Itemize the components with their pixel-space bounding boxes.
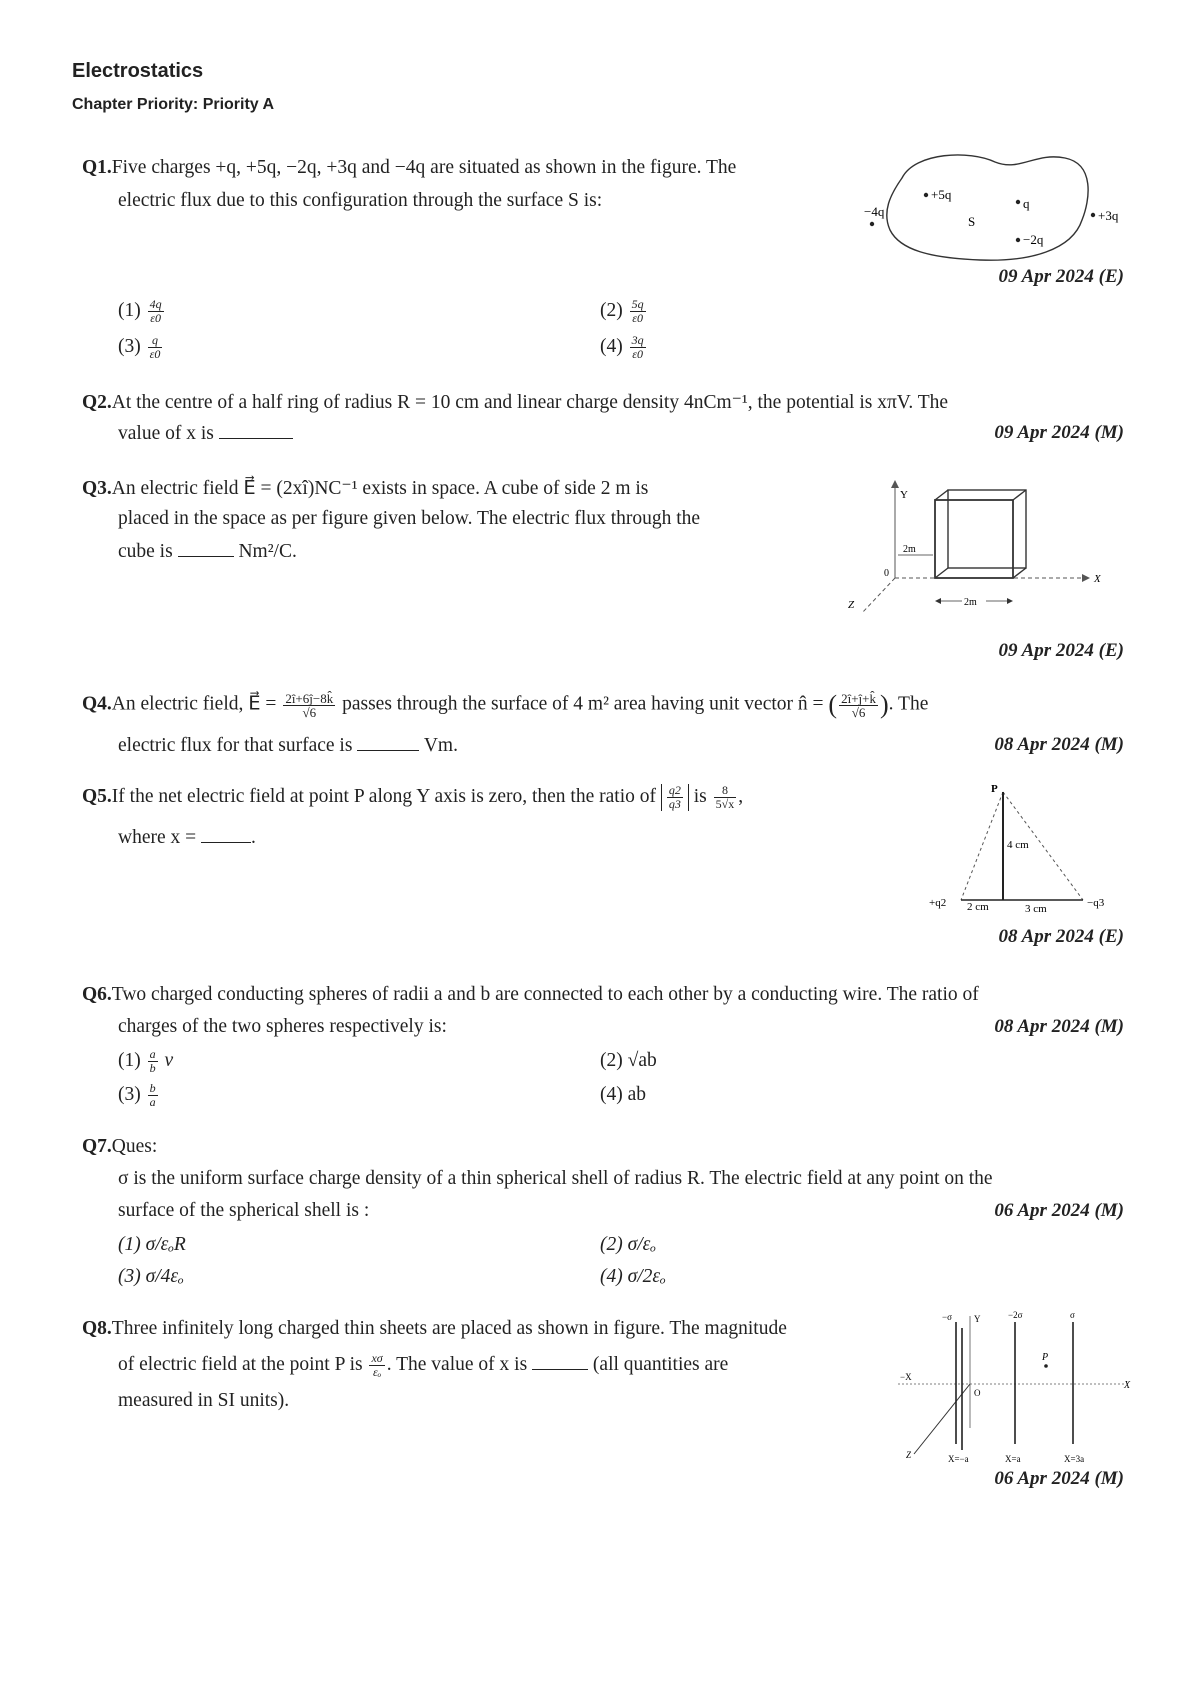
q8-fig-sheet-2-charge: −2σ <box>1008 1310 1023 1320</box>
q8-answer-blank[interactable] <box>532 1353 588 1370</box>
q5-exam-date: 08 Apr 2024 (E) <box>998 926 1124 947</box>
q5-fig-height: 4 cm <box>1007 839 1029 851</box>
q3-figure <box>840 478 1110 628</box>
q8-line-1: Q8.Three infinitely long charged thin sheets are placed as shown in figure. The magnitude <box>82 1318 787 1339</box>
q5-fig-dist-2: 3 cm <box>1025 903 1047 915</box>
q8-fig-axis-x: X <box>1124 1380 1131 1391</box>
q1-fig-charge-pos5q: +5q <box>931 187 952 202</box>
q5-fig-charge-q3: −q3 <box>1087 897 1105 909</box>
q8-fig-pos-3: X=3a <box>1064 1454 1085 1464</box>
q6-option-4[interactable]: (4) ab <box>600 1084 647 1105</box>
q8-line-2: of electric field at the point P is $\frac{x\sigma}{\text{εₒ}}$ . The value of x is (all quantities are <box>118 1351 729 1379</box>
q2-answer-blank[interactable] <box>219 422 293 439</box>
q8-line-3: measured in SI units). <box>118 1390 290 1411</box>
q1-line-1: Q1.Five charges +q, +5q, −2q, +3q and −4q are situated as shown in the figure. The <box>82 157 737 178</box>
q4-line-2: electric flux for that surface is Vm. <box>118 735 458 756</box>
q8-fig-point-p: P <box>1042 1352 1049 1363</box>
q5-fig-dist-1: 2 cm <box>967 901 989 913</box>
q7-option-3[interactable]: (3) σ/4εₒ <box>118 1266 184 1287</box>
q5-fig-charge-q2: +q2 <box>929 897 947 909</box>
q5-answer-blank[interactable] <box>201 826 251 843</box>
q5-line-2: where x = . <box>118 827 256 848</box>
q1-fig-charge-neg4q: −4q <box>864 204 885 219</box>
chapter-priority: Chapter Priority: Priority A <box>72 96 275 113</box>
q8-fig-axis-z: Z <box>906 1450 912 1460</box>
chapter-title: Electrostatics <box>72 60 204 82</box>
q3-fig-gap-label: 2m <box>903 544 916 555</box>
q1-fig-charge-neg2q: −2q <box>1023 232 1044 247</box>
q1-option-1[interactable]: (1) $\frac{4q}{\varepsilon 0}$ <box>118 297 162 325</box>
q3-fig-axis-y: Y <box>900 489 908 501</box>
q1-fig-charge-pos3q: +3q <box>1098 208 1119 223</box>
q4-answer-blank[interactable] <box>357 734 419 751</box>
q2-exam-date: 09 Apr 2024 (M) <box>994 422 1124 443</box>
q1-fig-charge-q: q <box>1023 196 1030 211</box>
q6-option-2[interactable]: (2) √ab <box>600 1050 657 1071</box>
q5-figure <box>925 780 1125 920</box>
q7-option-1[interactable]: (1) σ/εₒR <box>118 1234 186 1255</box>
q6-option-3[interactable]: (3) $\frac{b}{a}$ <box>118 1081 156 1109</box>
q3-fig-axis-z: Z <box>848 599 855 611</box>
q1-exam-date: 09 Apr 2024 (E) <box>998 266 1124 287</box>
q3-answer-blank[interactable] <box>178 540 234 557</box>
q6-exam-date: 08 Apr 2024 (M) <box>994 1016 1124 1037</box>
q8-fig-axis-neg-x: −X <box>900 1372 912 1382</box>
q1-fig-surface-s: S <box>968 214 976 229</box>
q7-line-0: Q7.Ques: <box>82 1136 158 1157</box>
q8-fig-origin: O <box>974 1388 981 1398</box>
q1-figure <box>860 150 1130 270</box>
q3-line-3: cube is Nm²/C. <box>118 541 297 562</box>
q7-option-4[interactable]: (4) σ/2εₒ <box>600 1266 666 1287</box>
q3-line-2: placed in the space as per figure given below. The electric flux through the <box>118 508 701 529</box>
q7-option-2[interactable]: (2) σ/εₒ <box>600 1234 656 1255</box>
q6-line-1: Q6.Two charged conducting spheres of radii a and b are connected to each other by a conducting wire. The ratio of <box>82 984 979 1005</box>
q7-line-2: surface of the spherical shell is : <box>118 1200 370 1221</box>
q2-line-1: Q2.At the centre of a half ring of radius R = 10 cm and linear charge density 4nCm⁻¹, the potential is xπV. The <box>82 392 949 413</box>
q1-option-2[interactable]: (2) $\frac{5q}{\varepsilon 0}$ <box>600 297 644 325</box>
q3-line-1: Q3.An electric field E⃗ = (2xî)NC⁻¹ exists in space. A cube of side 2 m is <box>82 478 649 499</box>
q8-fig-sheet-1-charge: −σ <box>942 1312 952 1322</box>
q5-fig-point-p: P <box>991 783 998 795</box>
q5-line-1: Q5.If the net electric field at point P along Y axis is zero, then the ratio of $\frac{q2}{q3}$ is $\frac{8}{5√x}$ , <box>82 783 744 811</box>
q8-figure <box>898 1308 1134 1468</box>
q6-line-2: charges of the two spheres respectively is: <box>118 1016 447 1037</box>
q3-fig-origin: 0 <box>884 568 889 579</box>
q1-option-4[interactable]: (4) $\frac{3q}{\varepsilon 0}$ <box>600 333 644 361</box>
q4-line-1: Q4.An electric field, E⃗ = $\frac{2î+6ĵ-8k̂}{√6}$ passes through the surface of 4 m² area having unit vector n̂ = ( $\frac{2î+ĵ+k̂}{√6}$ ). The <box>82 690 929 720</box>
q8-exam-date: 06 Apr 2024 (M) <box>994 1468 1124 1489</box>
q1-option-3[interactable]: (3) $\frac{q}{\varepsilon 0}$ <box>118 333 161 361</box>
q3-exam-date: 09 Apr 2024 (E) <box>998 640 1124 661</box>
q8-fig-axis-y: Y <box>974 1314 981 1324</box>
q7-line-1: σ is the uniform surface charge density of a thin spherical shell of radius R. The electric field at any point on the <box>118 1168 993 1189</box>
q1-line-2: electric flux due to this configuration through the surface S is: <box>118 190 603 211</box>
q2-line-2: value of x is <box>118 422 293 445</box>
q8-fig-sheet-3-charge: σ <box>1070 1310 1075 1320</box>
q3-fig-side-label: 2m <box>964 597 977 608</box>
q6-option-1[interactable]: (1) $\frac{a}{b}$ v <box>118 1047 174 1075</box>
q7-exam-date: 06 Apr 2024 (M) <box>994 1200 1124 1221</box>
q8-fig-pos-2: X=a <box>1005 1454 1021 1464</box>
q3-fig-axis-x: X <box>1094 573 1101 585</box>
q8-fig-pos-1: X=−a <box>948 1454 969 1464</box>
q4-exam-date: 08 Apr 2024 (M) <box>994 734 1124 755</box>
